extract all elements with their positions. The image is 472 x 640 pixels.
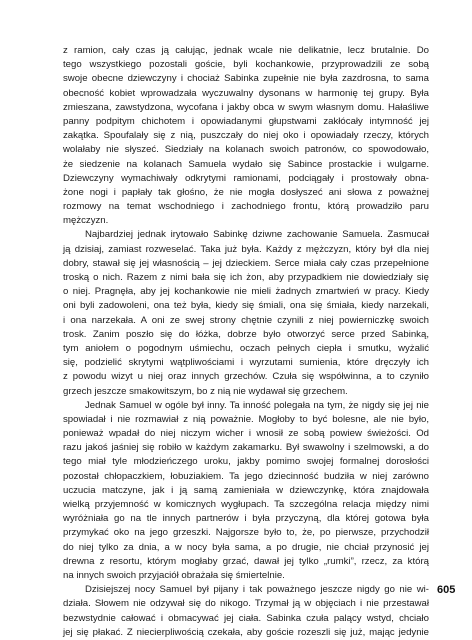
text-line: zakątka. Spoufalały się z nią, puszczały do niej oko i opowiadały rzeczy, których bbox=[63, 130, 429, 142]
text-line: pozostał chłopaczkiem, łobuziakiem. Ta jego dziecinność budziła w niej zarówno bbox=[63, 470, 429, 482]
text-line: wyróżniała go na tle innych partnerów i była przyczyną, dla której gotowa była bbox=[63, 513, 429, 525]
text-line: obecność kobiet wprowadzała wyczuwalny dysonans w harmonię tej grupy. Była bbox=[63, 87, 429, 99]
text-line: wielką przyjemność w komicznych wygłupach. Ta szczególna relacja między nimi bbox=[63, 499, 429, 510]
text-line: bezwstydnie całować i obmacywać jej ciała. Sabinka czuła palący wstyd, chciało bbox=[63, 612, 429, 624]
text-line: Najbardziej jednak irytowało Sabinkę dziwne zachowanie Samuela. Zasmucał bbox=[85, 229, 429, 241]
text-line: i ona narzekała. A oni ze swej strony chętnie czynili z niej powierniczkę swoich bbox=[63, 314, 429, 326]
text-line: tego miał tyle młodzieńczego uroku, jakby pomimo swojej formalnej dorosłości bbox=[63, 456, 429, 468]
page-number: 605 bbox=[437, 584, 456, 596]
text-line: rozmowy na temat wschodniego i zachodniego frontu, którą prowadziło paru bbox=[63, 201, 429, 213]
text-line: dobry, stawał się jej własnością – jej dzieckiem. Serce miała cały czas przepełnione bbox=[63, 257, 429, 269]
text-line: na innych swoich przyjaciół obrażała się śmiertelnie. bbox=[63, 569, 285, 581]
text-line: o niej. Pragnęła, aby jej kochankowie nie mieli żadnych zmartwień w pracy. Kiedy bbox=[63, 286, 429, 298]
text-line: z ramion, cały czas ją całując, jednak wcale nie delikatnie, lecz brutalnie. Do bbox=[63, 45, 429, 56]
text-line: przymykać oko na jego grzeszki. Najgorsze było to, że, po pierwsze, przychodził bbox=[63, 527, 429, 539]
text-line: ją dzisiaj, zamiast rozweselać. Taka już była. Każdy z mężczyzn, który był dla niej bbox=[63, 243, 429, 255]
text-line: się, podzielić skrytymi wątpliwościami i wyrzutami sumienia, które dręczyły ich bbox=[63, 357, 429, 369]
text-line: tego wszystkiego pozostali goście, byli kochankowie, przyprowadzili ze sobą bbox=[63, 59, 429, 71]
text-line: zmieszana, zawstydzona, wycofana i jakby obca w swym własnym domu. Hałaśliwe bbox=[63, 101, 429, 113]
text-line: troską o nich. Razem z nimi bała się ich żon, aby przypadkiem nie dowiedziały się bbox=[63, 272, 429, 283]
text-line: razu jakoś jaśniej się robiło w każdym zakamarku. Był swawolny i szelmowski, a do bbox=[63, 442, 429, 454]
text-line: panny podpitym chichotem i opowiadanymi głupstwami zakłócały intymność jej bbox=[63, 115, 429, 127]
text-line: mężczyzn. bbox=[63, 215, 109, 227]
text-line: że siedzenie na kolanach Samuela wydało się Sabince prostackie i wulgarne. bbox=[63, 158, 429, 170]
text-line: działa. Słowem nie odzywał się do nikogo. Trzymał ją w objęciach i nie przestawał bbox=[63, 598, 429, 610]
text-line: swoje obecne dziewczyny i chociaż Sabinka zupełnie nie była zazdrosna, to sama bbox=[63, 73, 429, 85]
text-line: Dziewczyny wymachiwały odkrytymi ramionami, podciągały i prostowały obna- bbox=[63, 172, 429, 184]
text-line: do niej tylko za dnia, a w nocy była sama, a po drugie, nie chciał przynosić jej bbox=[63, 541, 429, 553]
text-line: żone nogi i papłały tak głośno, że nie mogła dosłyszeć ani słowa z poważnej bbox=[63, 186, 429, 198]
text-line: ponieważ wpadał do niej niczym wicher i wnosił ze sobą powiew świeżości. Od bbox=[63, 428, 429, 440]
text-line: spowiadał i nie rozmawiał z nią poważnie. Mogłoby to być bolesne, ale nie było, bbox=[63, 413, 429, 425]
text-line: z powodu wizyt u niej oraz innych grzechów. Czuła się współwinna, a to czyniło bbox=[63, 371, 429, 383]
text-line: wolałaby nie słyszeć. Siedziały na kolanach swoich patronów, co spowodowało, bbox=[63, 144, 429, 156]
text-line: uczucia matczyne, jak i ją samą zamieniała w dziewczynkę, która znajdowała bbox=[63, 484, 429, 496]
text-line: Dzisiejszej nocy Samuel był pijany i tak poważnego jeszcze nigdy go nie wi- bbox=[85, 584, 429, 596]
text-line: Jednak Samuel w ogóle był inny. Ta inność polegała na tym, że nigdy się jej nie bbox=[85, 399, 429, 411]
text-line: tym aniołem o pogodnym uśmiechu, oczach pełnych ciepła i smutku, wyżalić bbox=[63, 342, 429, 354]
text-line: drewna z resortu, którym mogłaby grzać, dawał jej tylko „rumki”, rzecz, za którą bbox=[63, 555, 429, 567]
text-line: jej się płakać. Z niecierpliwością czekała, aby goście rozeszli się już, mając jedynie bbox=[63, 626, 429, 638]
text-line: trosk. Zanim poszło się do łóżka, dobrze było otworzyć serce przed Sabinką, bbox=[63, 328, 429, 340]
text-line: grzech jeszcze smakowitszym, bo z nią nie wydawał się grzechem. bbox=[63, 385, 348, 397]
text-line: oni byli zadowoleni, ona też była, kiedy się śmiali, ona się śmiała, kiedy narzekali, bbox=[63, 300, 429, 312]
body-text bbox=[63, 44, 429, 640]
